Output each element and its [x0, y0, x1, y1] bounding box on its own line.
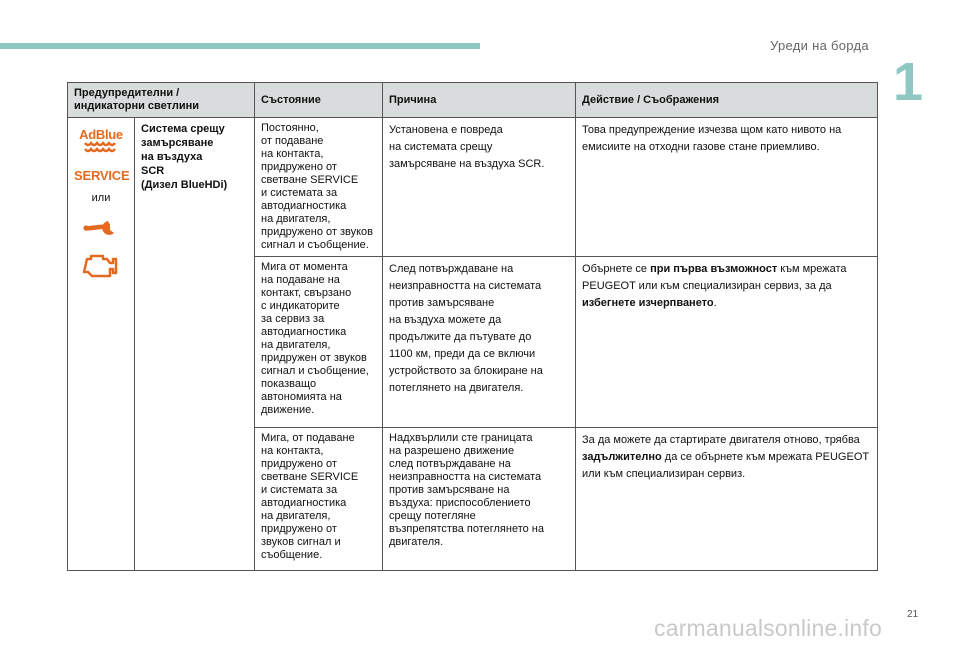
column-header-cause: Причина — [383, 83, 576, 118]
watermark: carmanualsonline.info — [654, 615, 882, 641]
cause-cell — [383, 118, 576, 257]
state-cell — [255, 118, 383, 257]
column-header-state: Състояние — [255, 83, 383, 118]
action-text-part: към мрежата PEUGEOT или към специализиран сервиз, за да — [582, 263, 847, 292]
action-text — [582, 432, 871, 483]
column-header-action: Действие / Съображения — [576, 83, 878, 118]
icons-cell — [68, 118, 135, 571]
system-name: Система срещу замърсяване на въздуха SCR (Дизел BlueHDi) — [141, 123, 228, 191]
cause-text: След потвърждаване на неизправността на системата против замърсяване на въздуха можете да продължите да пътувате до 1100 км, преди да се включи устройството за блокиране на потеглянето на двигателя. — [389, 263, 543, 394]
state-cell — [255, 428, 383, 571]
page-number: 21 — [907, 609, 919, 620]
action-text-part: Обърнете се — [582, 263, 651, 275]
warning-lights-table — [67, 82, 878, 571]
top-accent-bar — [0, 43, 480, 49]
cause-cell — [383, 257, 576, 428]
action-text-part: да се обърнете към мрежата PEUGEOT или към специализиран сервиз. — [582, 451, 869, 480]
state-cell — [255, 257, 383, 428]
adblue-icon-label: AdBlue — [79, 127, 123, 142]
chapter-number: 1 — [893, 52, 924, 112]
chapter-title: Уреди на борда — [770, 38, 869, 53]
cause-text: Надхвърлили сте границата на разрешено движение след потвърждаване на неизправността на системата против замърсяване на въздуха: приспособлението срещу потегляне възпрепятства потеглянето на двигателя. — [389, 432, 544, 548]
action-text — [582, 261, 871, 312]
action-text-bold: при първа възможност — [650, 263, 778, 275]
action-cell — [576, 257, 878, 428]
action-text-part: За да можете да стартирате двигателя отново, трябва — [582, 434, 860, 446]
action-text-bold: задължително — [582, 451, 662, 463]
table-header-row — [68, 83, 878, 118]
wrench-icon — [74, 217, 128, 241]
adblue-icon — [74, 128, 128, 159]
state-text: Мига от момента на подаване на контакт, свързано с индикаторите за сервиз за автодиагностика на двигателя, придружен от звуков сигнал и съобщение, показващо автономията на движение. — [261, 261, 369, 416]
action-cell — [576, 428, 878, 571]
service-icon — [74, 169, 128, 182]
system-name-cell — [135, 118, 255, 571]
table-row — [68, 118, 878, 257]
or-label: или — [91, 192, 111, 204]
action-text-part: Това предупреждение изчезва щом като нивото на емисиите на отходни газове стане приемливо. — [582, 124, 842, 153]
column-header-lights: Предупредителни / индикаторни светлини — [68, 83, 255, 118]
state-text: Постоянно, от подаване на контакта, придружено от светване SERVICE и системата за автодиагностика на двигателя, придружено от звуков сигнал и съобщение. — [261, 122, 374, 251]
action-text-part: . — [713, 297, 717, 309]
action-cell — [576, 118, 878, 257]
cause-cell — [383, 428, 576, 571]
action-text — [582, 122, 871, 156]
cause-text: Установена е повреда на системата срещу замърсяване на въздуха SCR. — [389, 124, 545, 170]
service-icon-label: SERVICE — [74, 168, 130, 183]
engine-icon — [74, 251, 128, 283]
action-text-bold: избегнете изчерпването — [582, 297, 714, 309]
state-text: Мига, от подаване на контакта, придружено от светване SERVICE и системата за автодиагностика на двигателя, придружено от звуков сигнал и съобщение. — [261, 432, 359, 561]
